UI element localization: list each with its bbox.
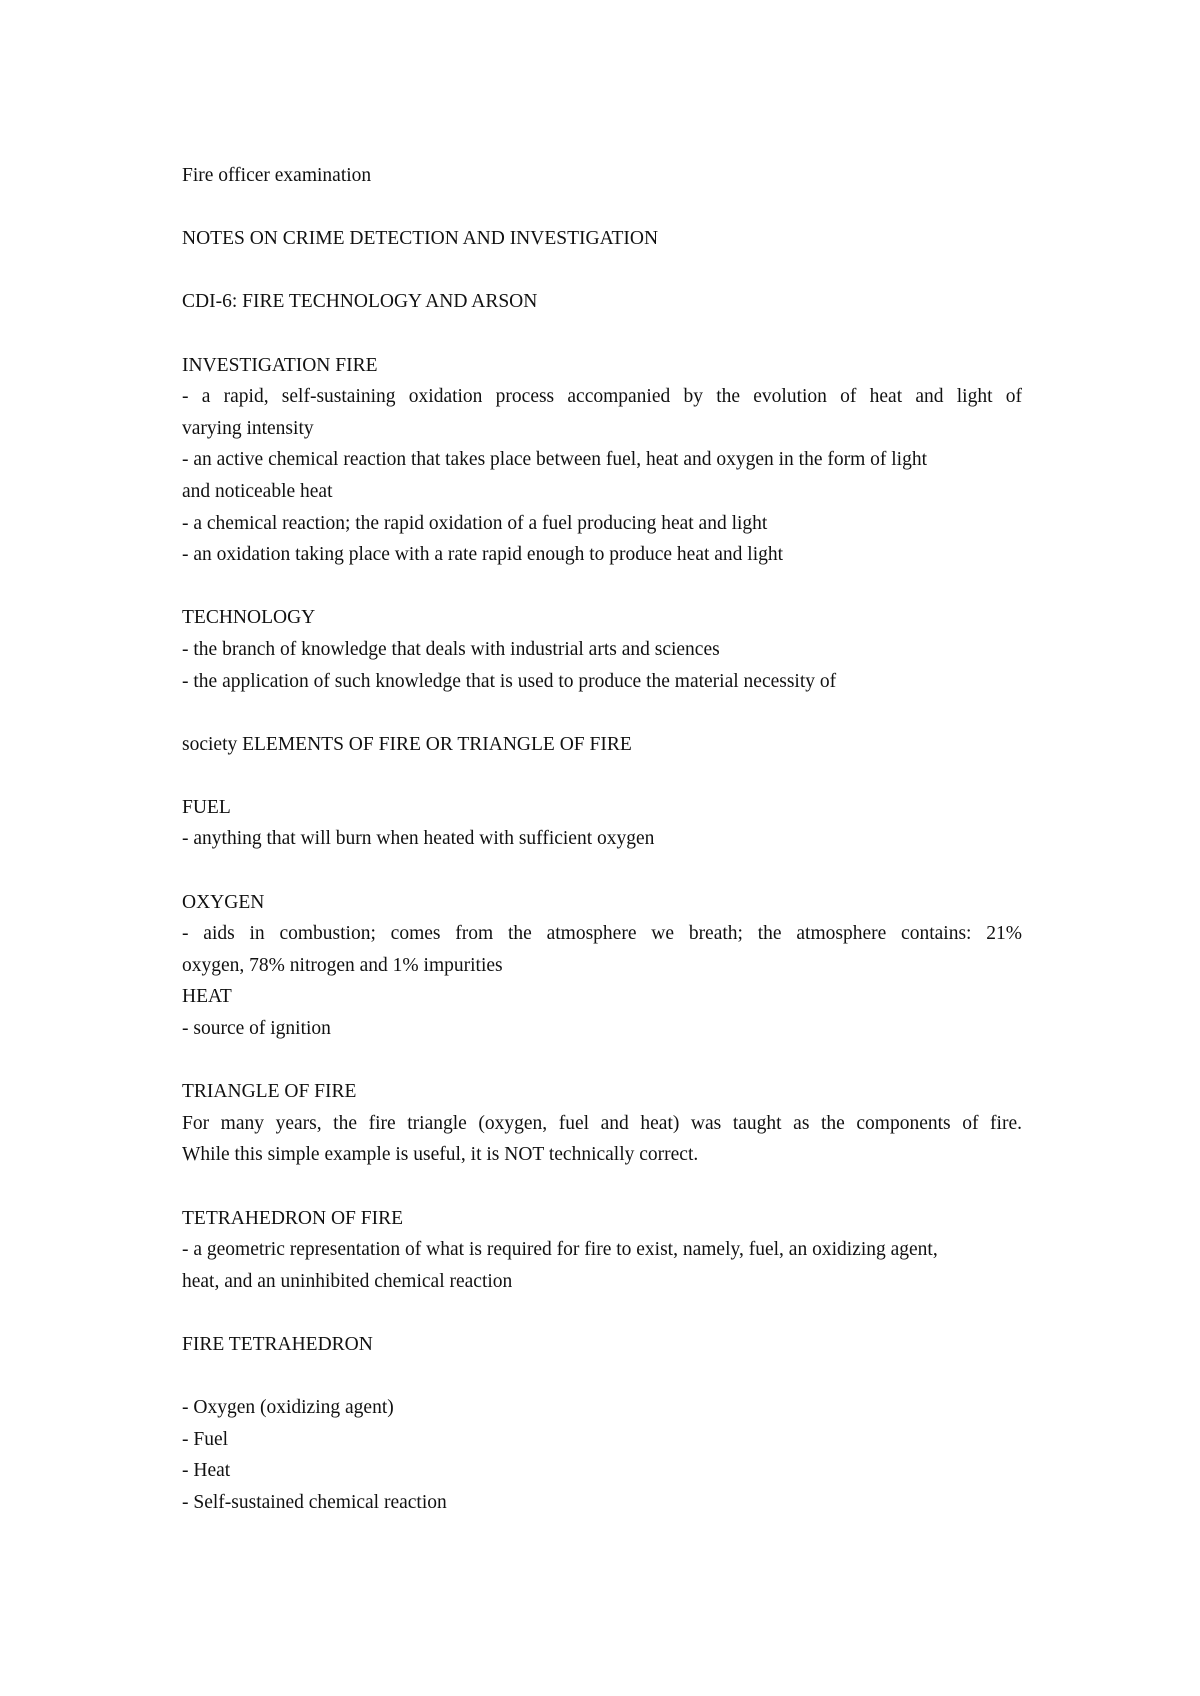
spacer [182,318,1022,350]
triangle-heading: TRIANGLE OF FIRE [182,1081,357,1103]
spacer [182,1297,1022,1329]
tetrahedron-def-line2: heat, and an uninhibited chemical reaction [182,1270,513,1292]
oxygen-def-line1: - aids in combustion; comes from the atmosphere we breath; the atmosphere contains: 21% [182,923,1022,945]
fire-tetrahedron-heading: FIRE TETRAHEDRON [182,1333,373,1355]
oxygen-def-line2: oxygen, 78% nitrogen and 1% impurities [182,954,503,976]
list-item: - Self-sustained chemical reaction [182,1491,447,1513]
investigation-fire-heading: INVESTIGATION FIRE [182,354,378,376]
spacer [182,1045,1022,1077]
tetrahedron-def-line1: - a geometric representation of what is required for fire to exist, namely, fuel, an oxidizing agent, [182,1239,938,1261]
spacer [182,255,1022,287]
list-item: - Oxygen (oxidizing agent) [182,1397,394,1419]
spacer [182,571,1022,603]
spacer [182,1171,1022,1203]
course-title: CDI-6: FIRE TECHNOLOGY AND ARSON [182,291,538,313]
fuel-heading: FUEL [182,796,231,818]
oxygen-heading: OXYGEN [182,891,265,913]
investigation-fire-def4: - an oxidation taking place with a rate rapid enough to produce heat and light [182,544,784,566]
list-item: - Heat [182,1460,231,1482]
spacer [182,192,1022,224]
investigation-fire-def2-line1: - an active chemical reaction that takes place between fuel, heat and oxygen in the form of light [182,449,928,471]
technology-heading: TECHNOLOGY [182,607,316,629]
document-header: Fire officer examination [182,165,372,186]
spacer [182,1361,1022,1393]
spacer [182,697,1022,729]
technology-def2: - the application of such knowledge that is used to produce the material necessity of [182,670,837,692]
list-item: - Fuel [182,1428,229,1450]
spacer [182,760,1022,792]
notes-title: NOTES ON CRIME DETECTION AND INVESTIGATION [182,228,659,250]
triangle-text-line2: While this simple example is useful, it is NOT technically correct. [182,1144,699,1166]
investigation-fire-def2-line2: and noticeable heat [182,480,333,502]
investigation-fire-def1-line1: - a rapid, self-sustaining oxidation process accompanied by the evolution of heat and light of [182,386,1022,408]
elements-heading: society ELEMENTS OF FIRE OR TRIANGLE OF FIRE [182,733,632,755]
spacer [182,855,1022,887]
tetrahedron-heading: TETRAHEDRON OF FIRE [182,1207,404,1229]
heat-def: - source of ignition [182,1018,331,1040]
heat-heading: HEAT [182,986,232,1008]
investigation-fire-def1-line2: varying intensity [182,417,314,439]
document-page [182,160,1022,1519]
fuel-def: - anything that will burn when heated with sufficient oxygen [182,828,655,850]
technology-def1: - the branch of knowledge that deals with industrial arts and sciences [182,638,720,660]
triangle-text-line1: For many years, the fire triangle (oxygen, fuel and heat) was taught as the components of fire. [182,1112,1022,1134]
investigation-fire-def3: - a chemical reaction; the rapid oxidation of a fuel producing heat and light [182,512,768,534]
